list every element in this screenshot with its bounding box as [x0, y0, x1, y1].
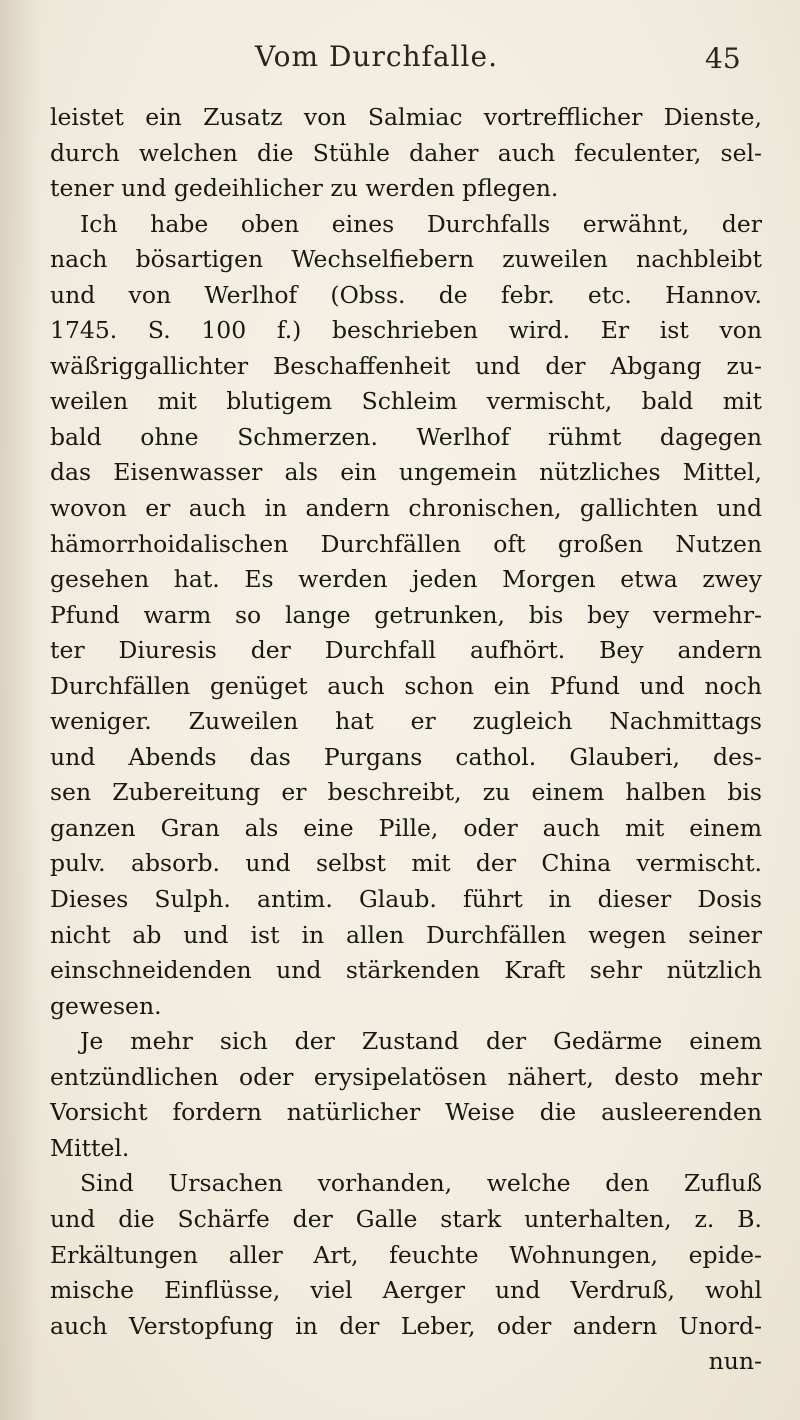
- text-line: nicht ab und ist in allen Durchfällen wegen seiner: [50, 920, 762, 949]
- text-line: leistet ein Zusatz von Salmiac vortrefflicher Dienste,: [50, 103, 762, 131]
- text-line: durch welchen die Stühle daher auch feculenter, sel-: [50, 138, 762, 167]
- text-line: Pfund warm so lange getrunken, bis bey vermehr-: [50, 600, 762, 629]
- body-text: [50, 100, 762, 1380]
- text-line: hämorrhoidalischen Durchfällen oft großen Nutzen: [50, 529, 762, 558]
- text-line: das Eisenwasser als ein ungemein nützliches Mittel,: [50, 458, 762, 487]
- text-line: bald ohne Schmerzen. Werlhof rühmt dagegen: [50, 422, 762, 451]
- text-line: gesehen hat. Es werden jeden Morgen etwa zwey: [50, 565, 762, 594]
- text-line: Erkältungen aller Art, feuchte Wohnungen, epide-: [50, 1240, 762, 1269]
- text-line: ganzen Gran als eine Pille, oder auch mit einem: [50, 813, 762, 842]
- text-line: Je mehr sich der Zustand der Gedärme einem: [80, 1027, 762, 1056]
- text-line: und von Werlhof (Obss. de febr. etc. Hannov.: [50, 280, 762, 309]
- text-line: und Abends das Purgans cathol. Glauberi, des-: [50, 742, 762, 771]
- running-head: Vom Durchfalle.: [255, 40, 498, 73]
- text-line: Sind Ursachen vorhanden, welche den Zufluß: [80, 1169, 762, 1198]
- text-line: 1745. S. 100 f.) beschrieben wird. Er ist von: [50, 316, 762, 345]
- text-line: tener und gedeihlicher zu werden pflegen.: [50, 174, 559, 203]
- text-line: weniger. Zuweilen hat er zugleich Nachmittags: [50, 707, 762, 736]
- text-line: nun-: [708, 1347, 762, 1376]
- text-line: und die Schärfe der Galle stark unterhalten, z. B.: [50, 1204, 762, 1233]
- text-line: Durchfällen genüget auch schon ein Pfund und noch: [50, 671, 762, 700]
- text-line: Ich habe oben eines Durchfalls erwähnt, der: [80, 209, 762, 238]
- text-line: ter Diuresis der Durchfall aufhört. Bey andern: [50, 636, 762, 665]
- text-line: Mittel.: [50, 1133, 130, 1162]
- text-line: wäßriggallichter Beschaffenheit und der Abgang zu-: [50, 351, 762, 380]
- binding-shadow: [0, 0, 40, 1420]
- page-number: 45: [705, 42, 741, 75]
- text-line: wovon er auch in andern chronischen, gallichten und: [50, 494, 762, 523]
- text-line: weilen mit blutigem Schleim vermischt, bald mit: [50, 387, 762, 416]
- page-header: [0, 40, 800, 80]
- text-line: nach bösartigen Wechselfiebern zuweilen nachbleibt: [50, 245, 762, 274]
- text-line: Dieses Sulph. antim. Glaub. führt in dieser Dosis: [50, 885, 762, 914]
- text-line: auch Verstopfung in der Leber, oder andern Unord-: [50, 1311, 762, 1340]
- text-line: mische Einflüsse, viel Aerger und Verdruß, wohl: [50, 1276, 762, 1305]
- text-line: einschneidenden und stärkenden Kraft sehr nützlich: [50, 956, 762, 985]
- text-line: sen Zubereitung er beschreibt, zu einem halben bis: [50, 778, 762, 807]
- text-line: entzündlichen oder erysipelatösen nähert, desto mehr: [50, 1062, 762, 1091]
- text-line: pulv. absorb. und selbst mit der China vermischt.: [50, 849, 762, 878]
- text-line: Vorsicht fordern natürlicher Weise die ausleerenden: [50, 1098, 762, 1127]
- text-line: gewesen.: [50, 991, 162, 1020]
